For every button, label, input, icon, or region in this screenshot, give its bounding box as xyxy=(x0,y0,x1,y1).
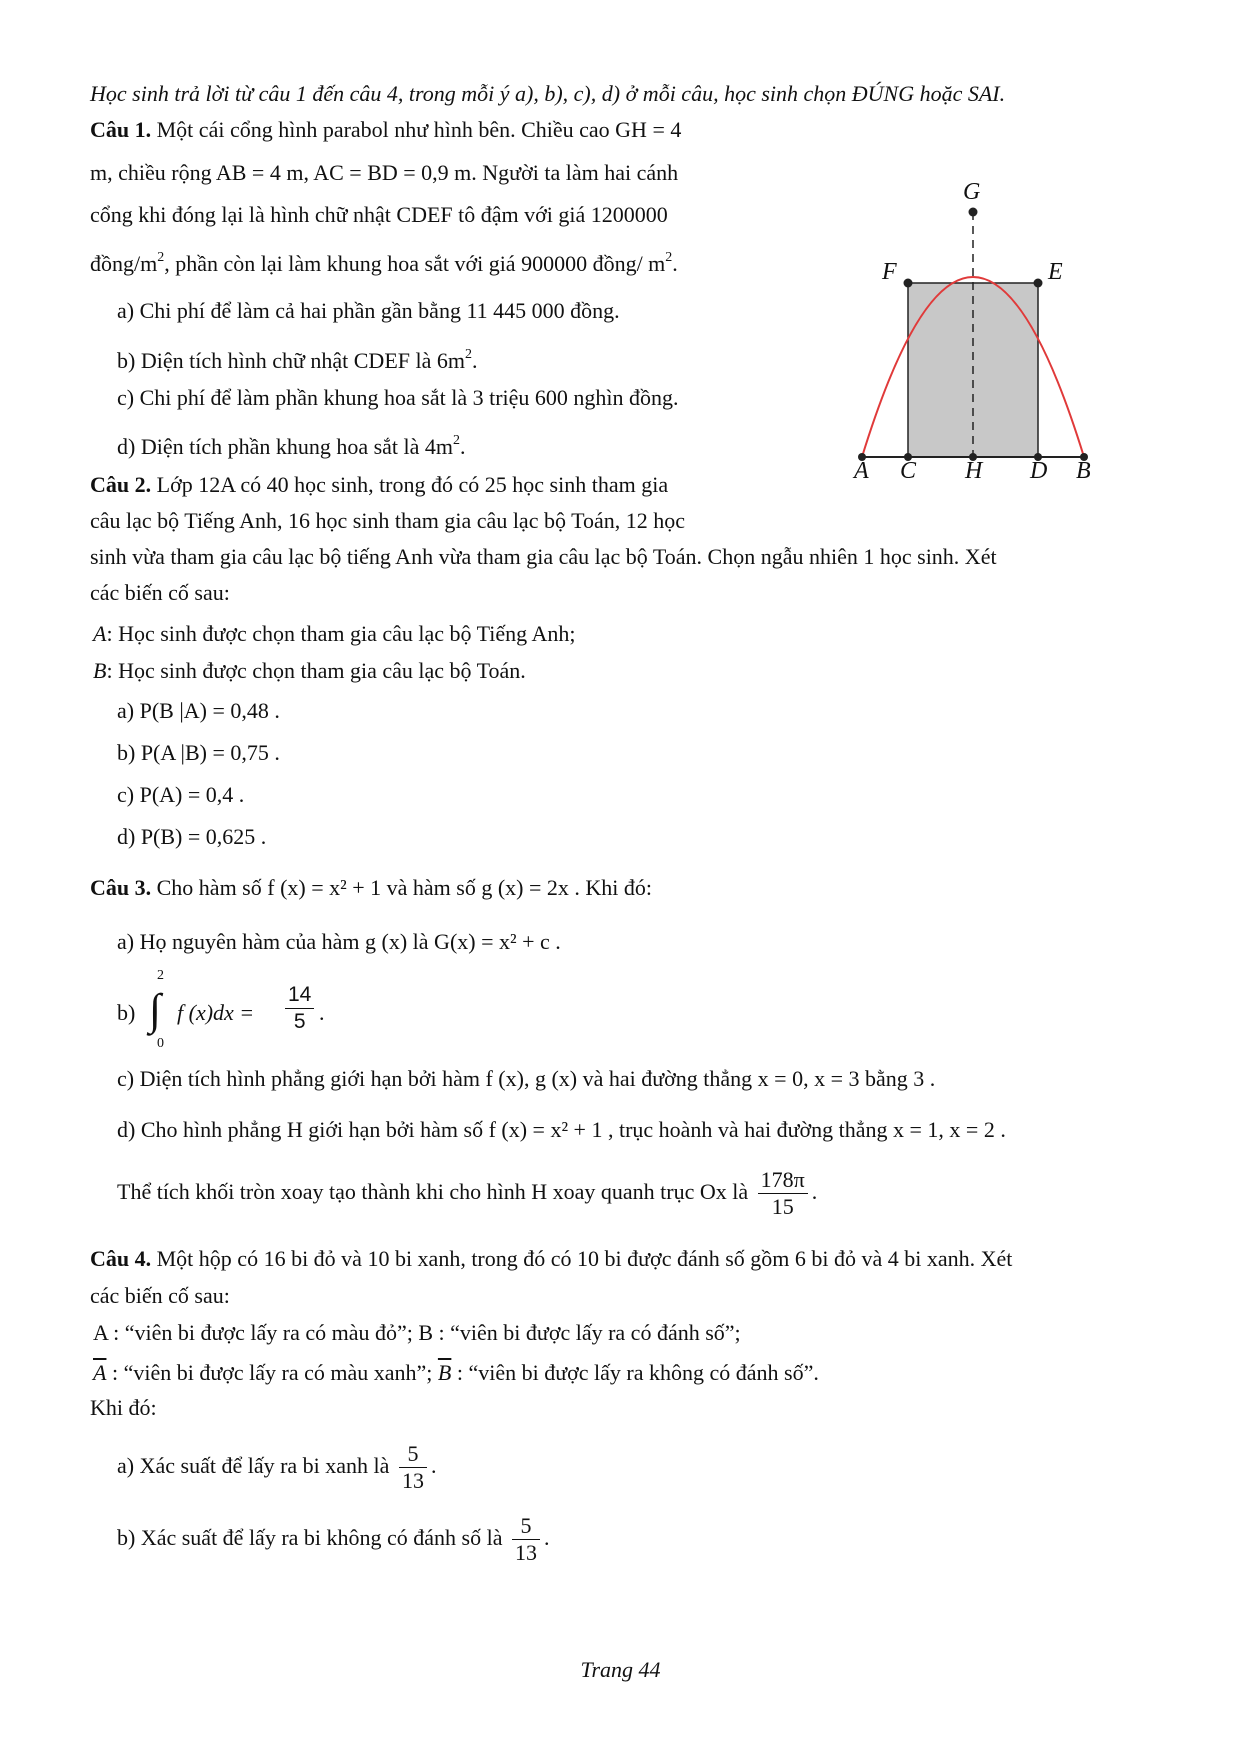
q2-option-a: a) P(B |A) = 0,48 . xyxy=(117,698,280,723)
fraction-denominator: 15 xyxy=(771,1194,794,1220)
q3-text-1: Cho hàm số f (x) = x² + 1 và hàm số g (x) = 2x . Khi đó: xyxy=(156,875,653,900)
q1-d-text: d) Diện tích phần khung hoa sắt là 4m xyxy=(117,434,454,459)
q4-line1 xyxy=(90,1244,1012,1274)
q1-b-end: . xyxy=(471,348,478,373)
q1-line1 xyxy=(90,115,681,145)
q1-option-b xyxy=(117,340,477,376)
q4-line5: Khi đó: xyxy=(90,1395,157,1420)
q4-a-text: a) Xác suất để lấy ra bi xanh là xyxy=(117,1453,390,1478)
q1-line3: cổng khi đóng lại là hình chữ nhật CDEF tô đậm với giá 1200000 xyxy=(90,202,668,227)
q3-d2-fraction xyxy=(758,1167,808,1220)
q3-heading: Câu 3. xyxy=(90,875,152,900)
q3-option-d-cont xyxy=(117,1162,817,1222)
q4-b-text: b) Xác suất để lấy ra bi không có đánh số là xyxy=(117,1525,503,1550)
q4-option-b xyxy=(117,1508,550,1568)
label-c: C xyxy=(900,458,917,484)
q3-b-fraction xyxy=(285,982,314,1035)
q1-heading: Câu 1. xyxy=(90,117,152,142)
q1-b-text: b) Diện tích hình chữ nhật CDEF là 6m xyxy=(117,348,465,373)
q1-b-sup: 2 xyxy=(464,347,472,362)
q2-line3: sinh vừa tham gia câu lạc bộ tiếng Anh vừa tham gia câu lạc bộ Toán. Chọn ngẫu nhiên 1 học sinh. Xét xyxy=(90,544,997,569)
point-f xyxy=(904,279,913,288)
q1-option-a: a) Chi phí để làm cả hai phần gần bằng 11 445 000 đồng. xyxy=(117,298,620,323)
q2-event-a-symbol: A xyxy=(93,621,107,646)
label-b: B xyxy=(1076,458,1091,484)
q4-b-end: . xyxy=(544,1525,550,1550)
q2-event-b xyxy=(93,656,526,686)
q4-heading: Câu 4. xyxy=(90,1246,152,1271)
fraction-denominator: 13 xyxy=(401,1468,424,1494)
label-d: D xyxy=(1030,458,1048,484)
integral-sign: ∫ xyxy=(149,985,162,1034)
q3-option-b xyxy=(117,968,437,1058)
q1-text-4c: . xyxy=(672,251,678,276)
q3-option-d: d) Cho hình phẳng H giới hạn bởi hàm số f (x) = x² + 1 , trục hoành và hai đường thẳng x = 1, x = 2 . xyxy=(117,1117,1006,1142)
q4-option-a xyxy=(117,1436,436,1496)
fraction-denominator: 13 xyxy=(515,1540,537,1566)
q1-sup-2: 2 xyxy=(665,250,673,265)
q4-a-end: . xyxy=(430,1453,437,1478)
q3-option-c: c) Diện tích hình phẳng giới hạn bởi hàm f (x), g (x) và hai đường thẳng x = 0, x = 3 bằng 3 . xyxy=(117,1066,936,1091)
q1-text-4b: , phần còn lại làm khung hoa sắt với giá 900000 đồng/ m xyxy=(164,251,666,276)
fraction-denominator: 5 xyxy=(293,1010,306,1033)
q1-text-1: Một cái cổng hình parabol như hình bên. Chiều cao GH = 4 xyxy=(156,117,682,142)
q4-a-fraction xyxy=(399,1441,427,1494)
q4-ev2-a-text: : “viên bi được lấy ra có màu xanh”; xyxy=(106,1360,438,1385)
q3-line1 xyxy=(90,873,652,903)
q1-d-sup: 2 xyxy=(453,433,461,448)
q3-b-label: b) xyxy=(117,1000,136,1025)
fraction-numerator: 5 xyxy=(399,1441,427,1468)
q1-option-d xyxy=(117,426,466,462)
q1-option-c: c) Chi phí để làm phần khung hoa sắt là 3 triệu 600 nghìn đồng. xyxy=(117,385,679,410)
label-e: E xyxy=(1048,259,1063,285)
fraction-numerator: 178π xyxy=(758,1167,808,1194)
q3-b-end: . xyxy=(319,1000,325,1025)
integral-expression: f (x)dx = xyxy=(177,1000,255,1025)
q4-b-fraction xyxy=(512,1513,540,1566)
q1-line2: m, chiều rộng AB = 4 m, AC = BD = 0,9 m. Người ta làm hai cánh xyxy=(90,160,679,185)
page-number: Trang 44 xyxy=(580,1657,661,1682)
integral-lower-limit: 0 xyxy=(157,1036,164,1051)
label-f: F xyxy=(882,259,897,285)
q2-line4: các biến cố sau: xyxy=(90,580,230,605)
point-g xyxy=(969,208,978,217)
q2-line1 xyxy=(90,470,668,500)
label-g: G xyxy=(963,179,981,205)
q2-event-b-symbol: B xyxy=(93,658,107,683)
fraction-numerator: 14 xyxy=(285,982,314,1009)
q2-text-1: Lớp 12A có 40 học sinh, trong đó có 25 học sinh tham gia xyxy=(156,472,669,497)
q4-text-1: Một hộp có 16 bi đỏ và 10 bi xanh, trong đó có 10 bi được đánh số gồm 6 bi đỏ và 4 bi xanh. Xét xyxy=(156,1246,1013,1271)
q4-events-2 xyxy=(93,1358,819,1388)
q1-sup-1: 2 xyxy=(157,250,165,265)
q2-event-a-text: : Học sinh được chọn tham gia câu lạc bộ Tiếng Anh; xyxy=(106,621,576,646)
q1-line4 xyxy=(90,243,678,279)
q3-option-a: a) Họ nguyên hàm của hàm g (x) là G(x) = x² + c . xyxy=(117,929,561,954)
q1-text-4a: đồng/m xyxy=(90,251,158,276)
label-a: A xyxy=(854,458,869,484)
q2-option-b: b) P(A |B) = 0,75 . xyxy=(117,740,280,765)
q3-d2-end: . xyxy=(811,1179,818,1204)
parabola-gate-figure xyxy=(830,165,1160,495)
q1-d-end: . xyxy=(460,434,466,459)
q2-event-b-text: : Học sinh được chọn tham gia câu lạc bộ Toán. xyxy=(106,658,526,683)
integral-upper-limit: 2 xyxy=(157,968,164,983)
q2-heading: Câu 2. xyxy=(90,472,152,497)
label-h: H xyxy=(965,458,983,484)
point-e xyxy=(1034,279,1043,288)
q4-events-1: A : “viên bi được lấy ra có màu đỏ”; B : “viên bi được lấy ra có đánh số”; xyxy=(93,1320,741,1345)
q4-not-b: $\overline{B}$ xyxy=(437,1360,452,1385)
instructions: Học sinh trả lời từ câu 1 đến câu 4, trong mỗi ý a), b), c), d) ở mỗi câu, học sinh chọn ĐÚNG hoặc SAI. xyxy=(90,81,1006,106)
q3-d2-text: Thể tích khối tròn xoay tạo thành khi cho hình H xoay quanh trục Ox là xyxy=(117,1179,749,1204)
q2-line2: câu lạc bộ Tiếng Anh, 16 học sinh tham gia câu lạc bộ Toán, 12 học xyxy=(90,508,685,533)
q2-option-d: d) P(B) = 0,625 . xyxy=(117,824,267,849)
q4-ev2-b-text: : “viên bi được lấy ra không có đánh số”. xyxy=(451,1360,819,1385)
q2-option-c: c) P(A) = 0,4 . xyxy=(117,782,245,807)
q4-not-a: $\overline{A}$ xyxy=(93,1360,107,1385)
fraction-numerator: 5 xyxy=(512,1513,540,1540)
q4-line2: các biến cố sau: xyxy=(90,1283,230,1308)
q2-event-a xyxy=(93,619,575,649)
